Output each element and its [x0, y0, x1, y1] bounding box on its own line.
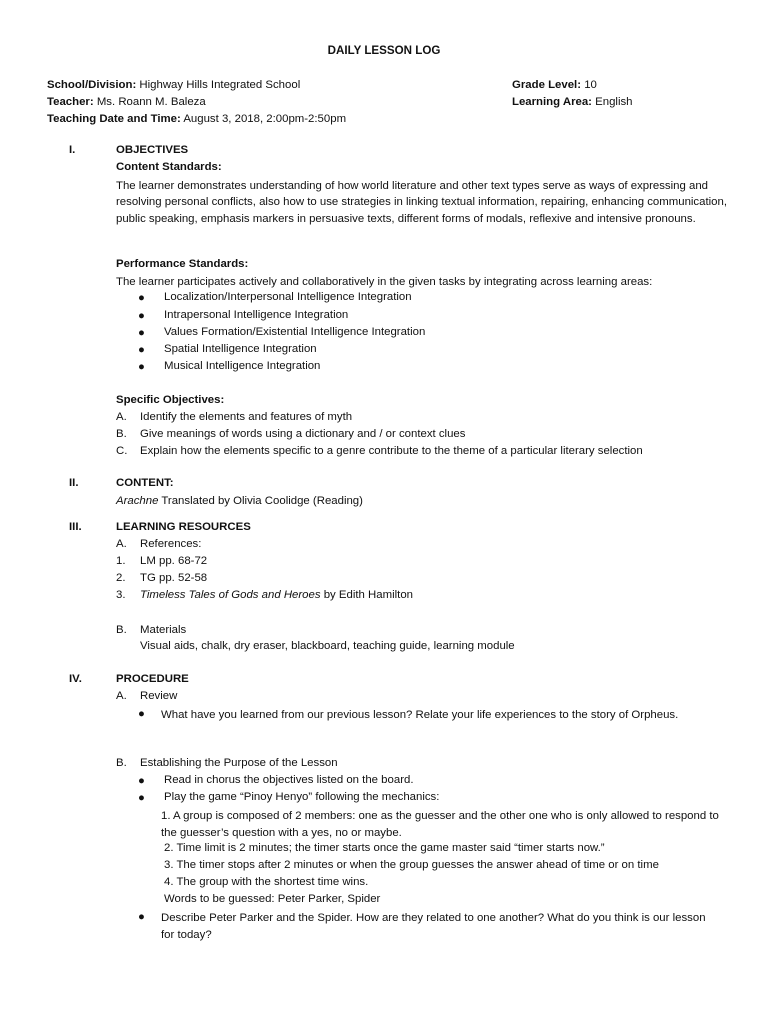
reference-text — [140, 589, 413, 601]
document-title: DAILY LESSON LOG — [327, 44, 441, 57]
bullet-icon: ● — [138, 327, 145, 339]
mechanics-rule: 3. The timer stops after 2 minutes or when the group guesses the answer ahead of time or on time — [164, 859, 659, 871]
review-label: Review — [140, 690, 178, 702]
reference-book-title: Timeless Tales of Gods and Heroes — [140, 589, 321, 601]
section-number: IV. — [69, 673, 82, 685]
school-row — [47, 77, 300, 94]
area-value: English — [595, 96, 633, 108]
mechanics-rule: 2. Time limit is 2 minutes; the timer starts once the game master said “timer starts now.” — [164, 842, 605, 854]
purpose-letter: B. — [116, 757, 127, 769]
grade-value: 10 — [584, 79, 597, 91]
content-standards-label: Content Standards: — [116, 161, 222, 173]
materials-text: Visual aids, chalk, dry eraser, blackboard, teaching guide, learning module — [140, 640, 515, 652]
purpose-bullet: Read in chorus the objectives listed on the board. — [164, 774, 414, 786]
objective-letter: B. — [116, 428, 127, 440]
school-label: School/Division: — [47, 79, 137, 91]
section-number: I. — [69, 144, 76, 156]
section-number: II. — [69, 477, 79, 489]
integration-item: Spatial Intelligence Integration — [164, 343, 317, 355]
school-value: Highway Hills Integrated School — [139, 79, 301, 91]
performance-standards-text: The learner participates actively and collaboratively in the given tasks by integrating across learning areas: — [116, 276, 653, 288]
reference-number: 2. — [116, 572, 126, 584]
bullet-icon: ● — [138, 792, 145, 804]
bullet-icon: ● — [138, 292, 145, 304]
performance-standards-label: Performance Standards: — [116, 258, 249, 270]
purpose-bullet: Play the game “Pinoy Henyo” following the mechanics: — [164, 791, 440, 803]
objective-letter: C. — [116, 445, 128, 457]
grade-row — [512, 77, 597, 94]
area-label: Learning Area: — [512, 96, 592, 108]
integration-item: Intrapersonal Intelligence Integration — [164, 309, 349, 321]
grade-label: Grade Level: — [512, 79, 582, 91]
date-row — [47, 111, 346, 128]
content-standards-text: The learner demonstrates understanding of how world literature and other text types serve as ways of expressing and resolving personal conflicts, also how to use strategies in linking textual information, repairing, enhancing communication, public speaking, emphasis markers in persuasive texts, different forms of modals, reflexive and intensive pronouns. — [116, 180, 727, 225]
work-credit: Translated by Olivia Coolidge (Reading) — [158, 495, 363, 507]
integration-item: Values Formation/Existential Intelligence Integration — [164, 326, 426, 338]
teacher-label: Teacher: — [47, 96, 94, 108]
materials-label: Materials — [140, 624, 187, 636]
content-work — [116, 493, 363, 510]
bullet-icon: ● — [138, 344, 145, 356]
bullet-icon: ● — [138, 911, 145, 923]
teacher-value: Ms. Roann M. Baleza — [96, 96, 206, 108]
section-number: III. — [69, 521, 82, 533]
reference-text: TG pp. 52-58 — [140, 572, 208, 584]
bullet-icon: ● — [138, 361, 145, 373]
objective-text: Give meanings of words using a dictionary and / or context clues — [140, 428, 466, 440]
bullet-icon: ● — [138, 310, 145, 322]
mechanics-rule: 4. The group with the shortest time wins. — [164, 876, 369, 888]
bullet-icon: ● — [138, 708, 145, 720]
specific-objectives-label: Specific Objectives: — [116, 394, 225, 406]
work-title: Arachne — [116, 495, 159, 507]
date-label: Teaching Date and Time: — [47, 113, 181, 125]
teacher-row — [47, 94, 206, 111]
section-heading: OBJECTIVES — [116, 144, 189, 156]
bullet-icon: ● — [138, 775, 145, 787]
integration-item: Musical Intelligence Integration — [164, 360, 321, 372]
reference-number: 3. — [116, 589, 126, 601]
section-heading: PROCEDURE — [116, 673, 189, 685]
section-heading: CONTENT: — [116, 477, 174, 489]
review-text: What have you learned from our previous lesson? Relate your life experiences to the story of Orpheus. — [161, 709, 679, 721]
mechanics-rule: 1. A group is composed of 2 members: one as the guesser and the other one who is only allowed to respond to the guesser’s question with a yes, no or maybe. — [161, 810, 719, 839]
objective-text: Explain how the elements specific to a genre contribute to the theme of a particular literary selection — [140, 445, 643, 457]
objective-text: Identify the elements and features of myth — [140, 411, 353, 423]
integration-item: Localization/Interpersonal Intelligence Integration — [164, 291, 412, 303]
section-heading: LEARNING RESOURCES — [116, 521, 251, 533]
materials-letter: B. — [116, 624, 127, 636]
words-to-guess: Words to be guessed: Peter Parker, Spider — [164, 893, 381, 905]
references-letter: A. — [116, 538, 127, 550]
references-label: References: — [140, 538, 202, 550]
objective-letter: A. — [116, 411, 127, 423]
purpose-bullet: Describe Peter Parker and the Spider. How are they related to one another? What do you think is our lesson for today? — [161, 912, 706, 941]
review-letter: A. — [116, 690, 127, 702]
area-row — [512, 94, 633, 111]
date-value: August 3, 2018, 2:00pm-2:50pm — [183, 113, 347, 125]
reference-text: LM pp. 68-72 — [140, 555, 208, 567]
reference-number: 1. — [116, 555, 126, 567]
reference-author: by Edith Hamilton — [320, 589, 413, 601]
purpose-label: Establishing the Purpose of the Lesson — [140, 757, 338, 769]
